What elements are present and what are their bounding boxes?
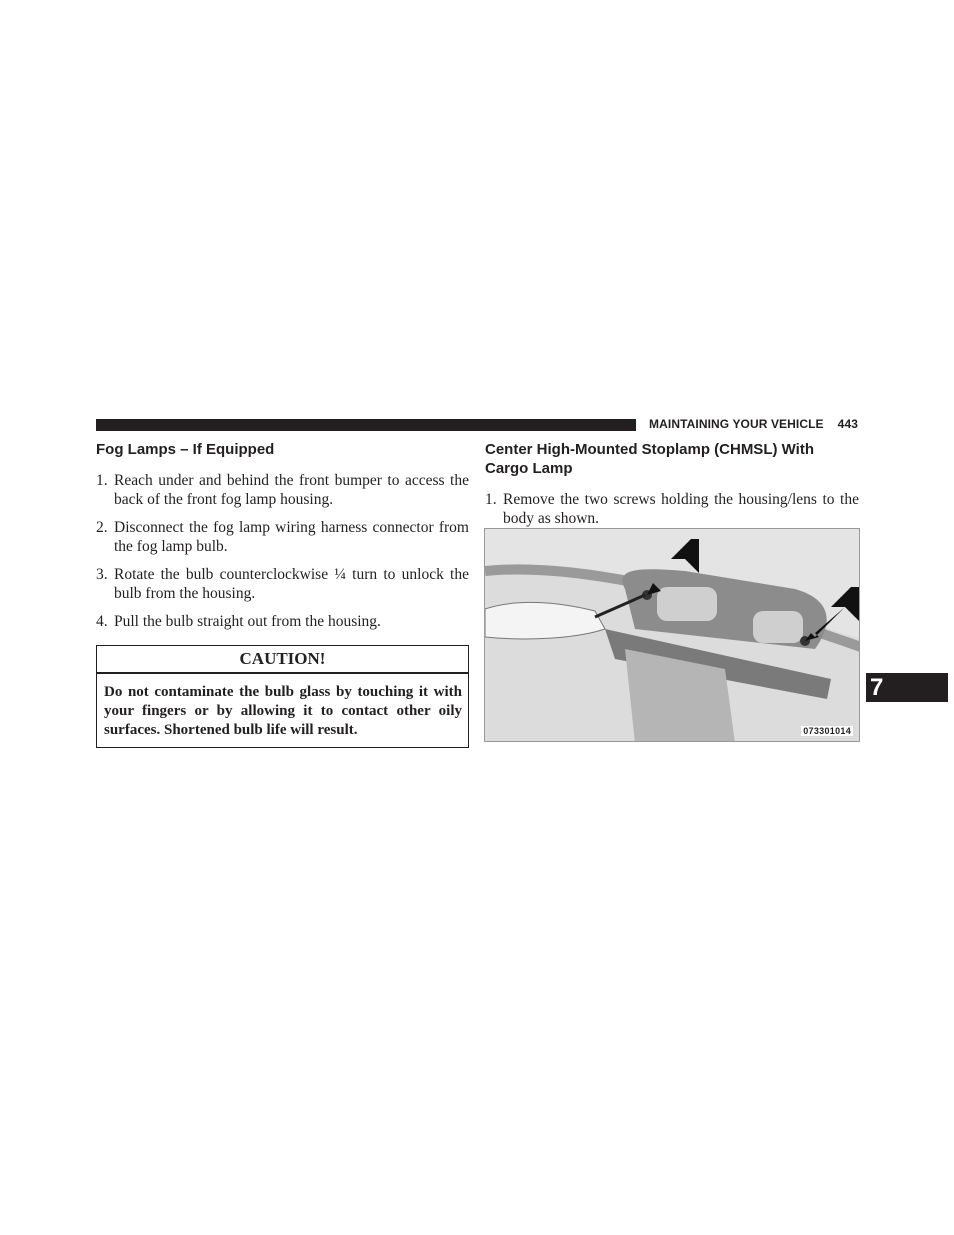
header-rule	[96, 419, 636, 431]
step-number: 4.	[96, 613, 108, 630]
fog-lamp-steps	[96, 471, 469, 631]
chmsl-steps	[485, 490, 859, 528]
caution-title: CAUTION!	[97, 646, 468, 674]
step-number: 2.	[96, 519, 108, 536]
running-header	[646, 417, 858, 431]
chmsl-drawing	[485, 529, 860, 742]
step-number: 1.	[485, 491, 497, 508]
lamp-lens-right	[753, 611, 803, 643]
list-item	[96, 612, 469, 631]
caution-body: Do not contaminate the bulb glass by touching it with your fingers or by allowing it to contact other oily surfaces. Shortened bulb life will result.	[104, 684, 462, 738]
list-item	[96, 518, 469, 556]
step-number: 1.	[96, 472, 108, 489]
list-item	[96, 471, 469, 509]
chmsl-heading: Center High-Mounted Stoplamp (CHMSL) With Cargo Lamp	[485, 441, 814, 477]
step-text: Disconnect the fog lamp wiring harness connector from the fog lamp bulb.	[114, 519, 469, 555]
step-text: Reach under and behind the front bumper to access the back of the front fog lamp housing.	[114, 472, 469, 508]
step-text: Remove the two screws holding the housing/lens to the body as shown.	[503, 491, 859, 527]
page-number: 443	[837, 417, 858, 431]
list-item	[485, 490, 859, 528]
chmsl-illustration	[484, 528, 860, 742]
chapter-tab: 7	[866, 673, 948, 702]
fog-lamps-heading: Fog Lamps – If Equipped	[96, 441, 275, 458]
left-column	[96, 440, 469, 748]
step-text: Rotate the bulb counterclockwise ¼ turn to unlock the bulb from the housing.	[114, 566, 469, 602]
step-text: Pull the bulb straight out from the housing.	[114, 613, 381, 630]
step-number: 3.	[96, 566, 108, 583]
section-title: MAINTAINING YOUR VEHICLE	[649, 417, 824, 431]
right-column	[485, 440, 859, 537]
caution-box	[96, 645, 469, 748]
figure-code: 073301014	[803, 726, 851, 736]
lamp-lens-left	[657, 587, 717, 621]
list-item	[96, 565, 469, 603]
